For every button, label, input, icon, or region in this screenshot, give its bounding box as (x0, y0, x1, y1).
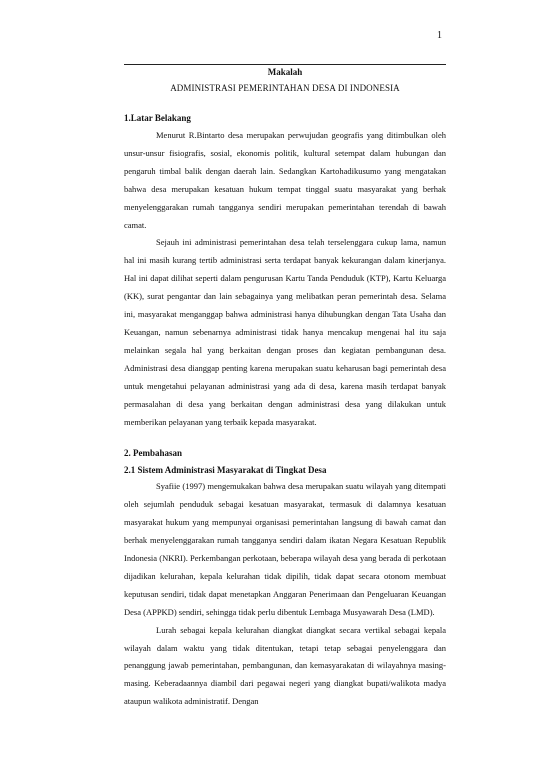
paragraph-latar-1: Menurut R.Bintarto desa merupakan perwujudan geografis yang ditimbulkan oleh unsur-unsur fisiografis, sosial, ekonomis politik, kultural setempat dalam hubungan dan pengaruh timbal balik dengan daerah lain. Sedangkan Kartohadikusumo yang mengatakan bahwa desa merupakan kesatuan hukum tempat tinggal suatu masyarakat yang berhak menyelenggarakan rumah tangganya sendiri merupakan pemerintahan terendah di bawah camat. (124, 130, 446, 230)
document-title: ADMINISTRASI PEMERINTAHAN DESA DI INDONESIA (170, 83, 400, 93)
paragraph-latar-2: Sejauh ini administrasi pemerintahan desa telah terselenggara cukup lama, namun hal ini masih kurang tertib administrasi serta terdapat banyak kekurangan dalam kinerjanya. Hal ini dapat dilihat seperti dalam pengurusan Kartu Tanda Penduduk (KTP), Kartu Keluarga (KK), surat pengantar dan lain sebagainya yang melibatkan peran pemerintah desa. Selama ini, masyarakat menganggap bahwa administrasi hanya dihubungkan dengan Tata Usaha dan Keuangan, namun sebenarnya administrasi tidak hanya mencakup mengenai hal itu saja melainkan segala hal yang berkaitan dengan proses dan kegiatan pembangunan desa. Administrasi desa dianggap penting karena merupakan suatu keharusan bagi pemerintah desa untuk mengetahui pelayanan administrasi yang ada di desa, karena masih terdapat banyak permasalahan di desa yang berkaitan dengan administrasi desa yang dilakukan untuk memberikan pelayanan yang terbaik kepada masyarakat. (124, 237, 446, 427)
header-rule (124, 64, 446, 65)
page-number: 1 (437, 30, 442, 41)
paragraph-pembahasan-1: Syafiie (1997) mengemukakan bahwa desa merupakan suatu wilayah yang ditempati oleh sejumlah penduduk sebagai kesatuan masyarakat, termasuk di dalamnya kesatuan masyarakat hukum yang mempunyai organisasi pemerintahan langsung di bawah camat dan berhak menyelenggarakan rumah tangganya sendiri dalam ikatan Negara Kesatuan Republik Indonesia (NKRI). Perkembangan perkotaan, beberapa wilayah desa yang berada di perkotaan dijadikan kelurahan, kepala kelurahan tidak dipilih, tidak dapat secara otonom membuat keputusan sendiri, tidak dapat menetapkan Anggaran Penerimaan dan Pengeluaran Keuangan Desa (APPKD) sendiri, sehingga tidak perlu dibentuk Lembaga Musyawarah Desa (LMD). (124, 481, 446, 617)
document-kind: Makalah (267, 67, 303, 77)
document-body (124, 66, 446, 711)
section-heading-pembahasan: 2. Pembahasan (124, 448, 183, 459)
subsection-heading-2-1: 2.1 Sistem Administrasi Masyarakat di Tingkat Desa (124, 465, 327, 476)
section-heading-latar-belakang: 1.Latar Belakang (124, 113, 191, 123)
paragraph-pembahasan-2: Lurah sebagai kepala kelurahan diangkat diangkat secara vertikal sebagai kepala wilayah dalam waktu yang tidak ditentukan, tetapi tetap sebagai penyelenggara dan penanggung jawab pemerintahan, pembangunan, dan kemasyarakatan di wilayahnya masing-masing. Keberadaannya diambil dari pegawai negeri yang diangkat bupati/walikota madya ataupun walikota administratif. Dengan (124, 624, 446, 707)
